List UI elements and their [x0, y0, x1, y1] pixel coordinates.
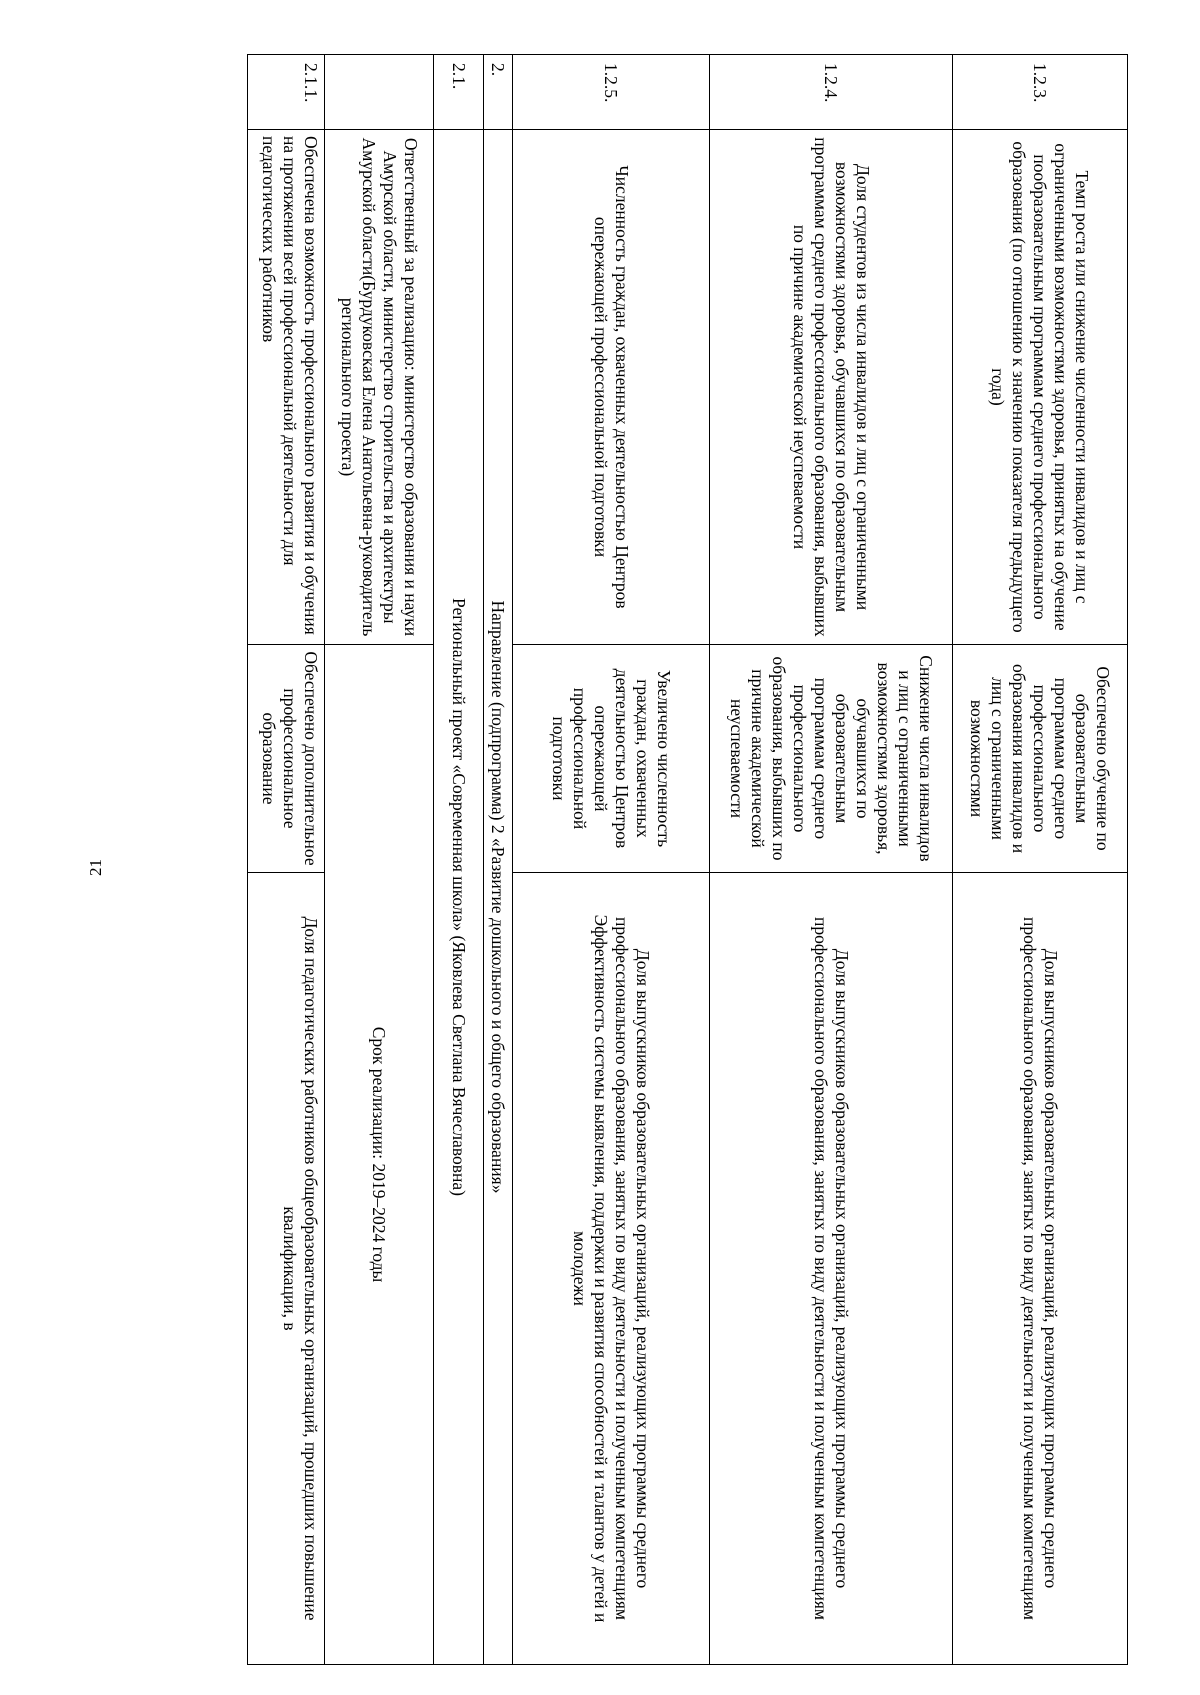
effect-indicator: Доля выпускников образовательных организаций, реализующих программы среднего профессионального образования, занятых по виду деятельности и полученным компетенциям — [710, 873, 953, 1665]
table-row — [953, 55, 1128, 1665]
expected-result: Увеличено численность граждан, охваченных деятельностью Центров опережающей профессиональной подготовки — [513, 645, 710, 873]
expected-result: Обеспечено дополнительное профессиональное образование — [248, 645, 325, 873]
program-table — [247, 54, 1128, 1665]
rotated-page — [128, 54, 1128, 1664]
direction-title: Направление (подпрограмма) 2 «Развитие дошкольного и общего образования» — [484, 130, 513, 1665]
task-indicator: Доля студентов из числа инвалидов и лиц с ограниченными возможностями здоровья, обучавшихся по образовательным программам среднего профессионального образования, выбывших по причине академической неуспеваемости — [710, 130, 953, 645]
project-title: Региональный проект «Современная школа» (Яковлева Светлана Вячеславовна) — [434, 130, 484, 1665]
row-number: 1.2.3. — [953, 55, 1128, 130]
table-row — [513, 55, 710, 1665]
project-number: 2.1. — [434, 55, 484, 130]
direction-number: 2. — [484, 55, 513, 130]
table-row — [248, 55, 325, 1665]
row-number: 1.2.4. — [710, 55, 953, 130]
table-row — [710, 55, 953, 1665]
effect-indicator: Доля выпускников образовательных организаций, реализующих программы среднего профессионального образования, занятых по виду деятельности и полученным компетенциям Эффективность системы выявления, поддержки и развития способностей и талантов у детей и молодежи — [513, 873, 710, 1665]
direction-row — [484, 55, 513, 1665]
implementation-period: Срок реализации: 2019–2024 годы — [325, 645, 434, 1665]
row-number: 1.2.5. — [513, 55, 710, 130]
empty-number-cell — [325, 55, 434, 130]
expected-result: Обеспечено обучение по образовательным программам среднего профессионального образования инвалидов и лиц с ограниченными возможностями — [953, 645, 1128, 873]
row-number: 2.1.1. — [248, 55, 325, 130]
task-indicator: Обеспечена возможность профессионального развития и обучения на протяжении всей профессиональной деятельности для педагогических работников — [248, 130, 325, 645]
task-indicator: Темп роста или снижение численности инвалидов и лиц с ограниченными возможностями здоровья, принятых на обучение пообразовательным программам среднего профессионального образования (по отношению к значению показателя предыдущего года) — [953, 130, 1128, 645]
effect-indicator: Доля педагогических работников общеобразовательных организаций, прошедших повышение квалификации, в — [248, 873, 325, 1665]
responsible-text: Ответственный за реализацию: министерство образования и науки Амурской области, министерство строительства и архитектуры Амурской области(Бурдуковская Елена Анатольевна-руководитель регионального проекта) — [325, 130, 434, 645]
task-indicator: Численность граждан, охваченных деятельностью Центров опережающей профессиональной подготовки — [513, 130, 710, 645]
expected-result: Снижение числа инвалидов и лиц с ограниченными возможностями здоровья, обучавшихся по образовательным программам среднего профессионального образования, выбывших по причине академической неуспеваемости — [710, 645, 953, 873]
page-number: 21 — [86, 859, 105, 876]
responsible-row — [325, 55, 434, 1665]
project-row — [434, 55, 484, 1665]
effect-indicator: Доля выпускников образовательных организаций, реализующих программы среднего профессионального образования, занятых по виду деятельности и полученным компетенциям — [953, 873, 1128, 1665]
